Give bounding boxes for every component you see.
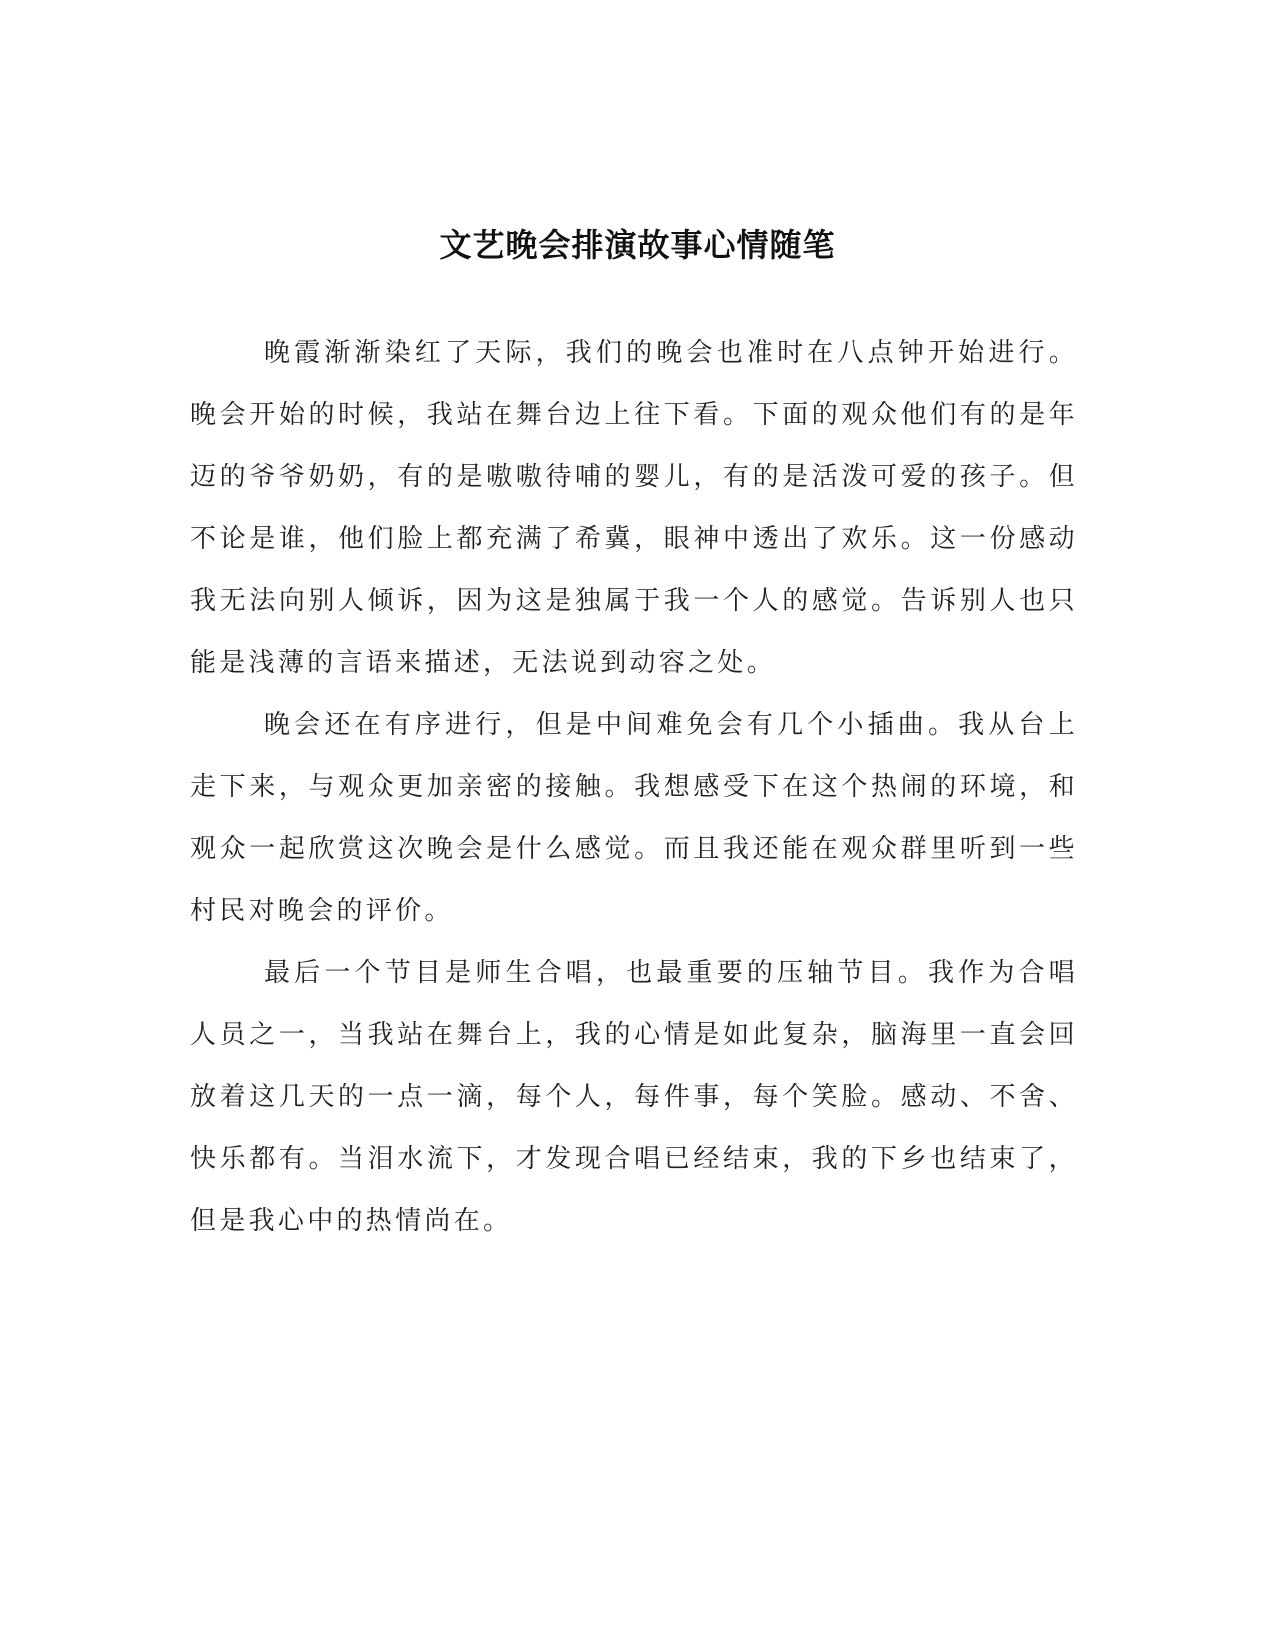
paragraph-2: 晚会还在有序进行，但是中间难免会有几个小插曲。我从台上走下来，与观众更加亲密的接触。我想感受下在这个热闹的环境，和观众一起欣赏这次晚会是什么感觉。而且我还能在观众群里听到一些村民对晚会的评价。 [190,710,1078,926]
paragraph-3: 最后一个节目是师生合唱，也最重要的压轴节目。我作为合唱人员之一，当我站在舞台上，我的心情是如此复杂，脑海里一直会回放着这几天的一点一滴，每个人，每件事，每个笑脸。感动、不舍、快乐都有。当泪水流下，才发现合唱已经结束，我的下乡也结束了，但是我心中的热情尚在。 [190,958,1078,1236]
document-body [190,322,1078,1252]
paragraph-1: 晚霞渐渐染红了天际，我们的晚会也准时在八点钟开始进行。晚会开始的时候，我站在舞台边上往下看。下面的观众他们有的是年迈的爷爷奶奶，有的是嗷嗷待哺的婴儿，有的是活泼可爱的孩子。但不论是谁，他们脸上都充满了希冀，眼神中透出了欢乐。这一份感动我无法向别人倾诉，因为这是独属于我一个人的感觉。告诉别人也只能是浅薄的言语来描述，无法说到动容之处。 [190,338,1078,678]
document-title: 文艺晚会排演故事心情随笔 [439,226,836,265]
